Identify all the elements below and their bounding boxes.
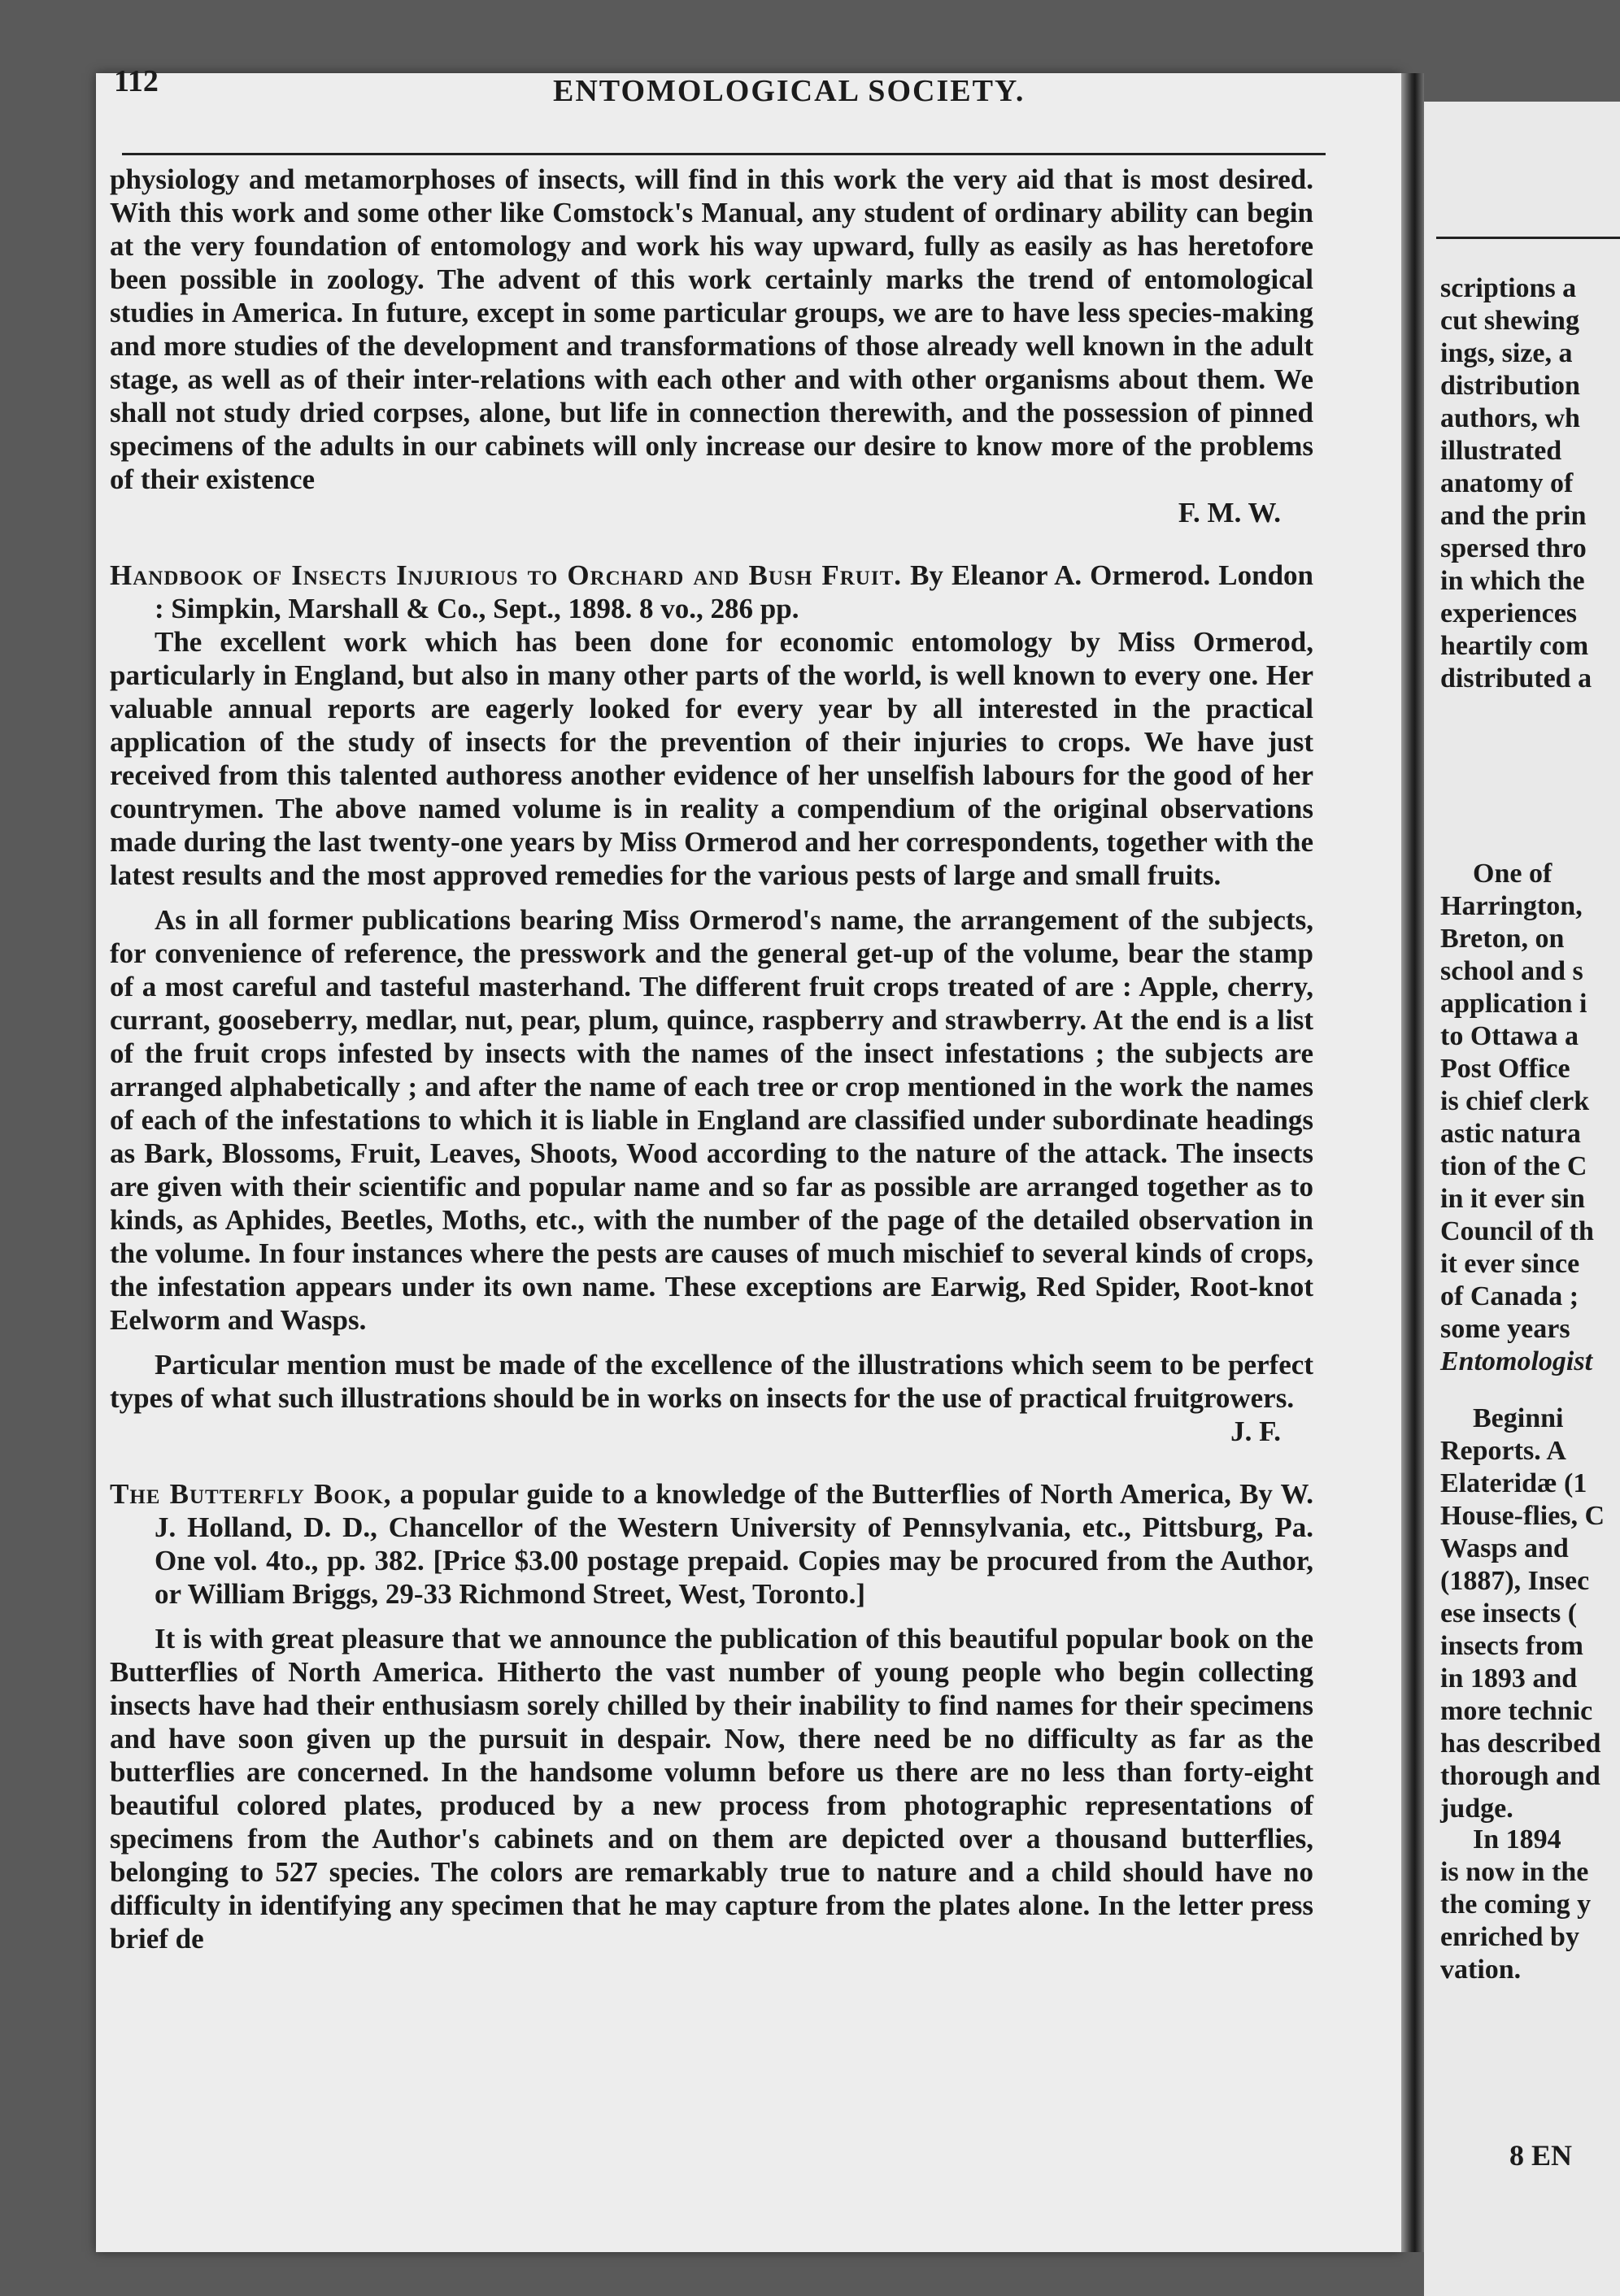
review-paragraph: It is with great pleasure that we announce the publication of this beautiful popular book on the Butterflies of North America. Hitherto the vast number of young people who begin collecting insects have had their enthusiasm sorely chilled by their inability to find names for their specimens and have soon given up the pursuit in despair. Now, there need be no difficulty as far as the butterflies are concerned. In the handsome volumn before us there are no less than forty-eight beautiful colored plates, produced by a new process from photographic representations of specimens from the Author's cabinets and on them are depicted over a thousand butterflies, belonging to 527 species. The colors are remarkably true to nature and a child should have no difficulty in identifying any specimen that he may capture from the plates alone. In the letter press brief de: [110, 1623, 1313, 1955]
review-paragraph: Particular mention must be made of the excellence of the illustrations which seem to be perfect types of what such illustrations should be in works on insects for the use of practical fruitgrowers.: [110, 1349, 1313, 1414]
review-comstock: [110, 163, 1313, 529]
text-line: anatomy of: [1440, 468, 1574, 498]
text-line: Post Office: [1440, 1054, 1570, 1084]
review-body: physiology and metamorphoses of insects, will find in this work the very aid that is most desired. With this work and some other like Comstock's Manual, any student of ordinary ability can begin at the very foundation of entomology and work his way upward, fully as easily as has heretofore been possible in zoology. The advent of this work certainly marks the trend of entomological studies in America. In future, except in some particular groups, we are to have less species-making and more studies of the development and transformations of those already well known in the adult stage, as well as of their inter-relations with each other and with other organisms about them. We shall not study dried corpses, alone, but life in connection therewith, and the possession of pinned specimens of the adults in our cabinets will only increase our desire to know more of the problems of their existence: [110, 163, 1313, 495]
review-heading: [110, 559, 1313, 625]
text-line: Breton, on: [1440, 924, 1565, 954]
review-holland: [110, 1477, 1313, 1955]
text-line: Reports. A: [1440, 1436, 1566, 1466]
text-line: spersed thro: [1440, 533, 1587, 563]
text-line: in which the: [1440, 566, 1585, 596]
text-line: it ever since: [1440, 1249, 1580, 1279]
right-column-block-a: [1440, 272, 1620, 695]
review-paragraph: The excellent work which has been done for economic entomology by Miss Ormerod, particularly in England, but also in many other parts of the world, is well known to every one. Her valuable annual reports are eagerly looked for every year by all interested in the practical application of the study of insects for the prevention of their injuries to crops. We have just received from this talented authoress another evidence of her unselfish labours for the good of her countrymen. The above named volume is in reality a compendium of the original observations made during the last twenty-one years by Miss Ormerod and her correspondents, together with the latest results and the most approved remedies for the various pests of large and small fruits.: [110, 626, 1313, 891]
text-line: astic natura: [1440, 1119, 1581, 1149]
text-line: is chief clerk: [1440, 1086, 1590, 1116]
header-rule: [122, 153, 1326, 155]
text-line: Beginni: [1473, 1403, 1564, 1433]
text-line: Council of th: [1440, 1216, 1594, 1246]
text-line: distributed a: [1440, 663, 1592, 694]
text-line: authors, wh: [1440, 403, 1580, 433]
text-line: thorough and: [1440, 1761, 1600, 1791]
right-page-footer: 8 EN: [1509, 2139, 1573, 2172]
book-citation: By Eleanor A. Ormerod. London : Simpkin, Marshall & Co., Sept., 1898. 8 vo., 286 pp.: [155, 559, 1314, 624]
text-line: vation.: [1440, 1955, 1522, 1985]
review-signature: F. M. W.: [1178, 497, 1281, 528]
review-ormerod: [110, 559, 1313, 1448]
text-line: school and s: [1440, 956, 1583, 986]
text-line: judge.: [1440, 1794, 1513, 1824]
page-number: 112: [114, 64, 159, 98]
text-line: illustrated: [1440, 436, 1562, 466]
text-line: in it ever sin: [1440, 1184, 1585, 1214]
right-column-block-d: [1440, 1824, 1620, 1986]
text-line: tion of the C: [1440, 1151, 1587, 1181]
right-header-rule: [1436, 237, 1620, 239]
right-page: [1424, 102, 1620, 2296]
text-line: distribution: [1440, 371, 1580, 401]
text-line: is now in the: [1440, 1857, 1589, 1887]
text-line: to Ottawa a: [1440, 1021, 1579, 1051]
text-line: more technic: [1440, 1696, 1593, 1726]
text-line: some years: [1440, 1314, 1570, 1344]
text-line: Elateridæ (1: [1440, 1468, 1587, 1498]
text-line: Wasps and: [1440, 1533, 1569, 1563]
book-citation: a popular guide to a knowledge of the Butterflies of North America, By W. J. Holland, D. D., Chancellor of the Western University of Pennsylvania, etc., Pittsburg, Pa. One vol. 4to., pp. 382. [Price $3.00 postage prepaid. Copies may be procured from the Author, or William Briggs, 29-33 Richmond Street, West, Toronto.]: [155, 1478, 1313, 1610]
book-title: Handbook of Insects Injurious to Orchard and Bush Fruit.: [110, 559, 903, 591]
text-line: experiences: [1440, 598, 1578, 628]
review-paragraph: As in all former publications bearing Miss Ormerod's name, the arrangement of the subjects, for convenience of reference, the presswork and the general get-up of the volume, bear the stamp of a most careful and tasteful masterhand. The different fruit crops treated of are : Apple, cherry, currant, gooseberry, medlar, nut, pear, plum, quince, raspberry and strawberry. At the end is a list of the fruit crops infested by insects with the names of the insect infestations ; the subjects are arranged alphabetically ; and after the name of each tree or crop mentioned in the work the names of each of the infestations to which it is liable in England are classified under subordinate headings as Bark, Blossoms, Fruit, Leaves, Shoots, Wood according to the nature of the attack. The insects are given with their scientific and popular name and so far as possible are arranged together as to kinds, as Aphides, Beetles, Moths, etc., with the number of the page of the detailed observation in the volume. In four instances where the pests are causes of much mischief to several kinds of crops, the infestation appears under its own name. These exceptions are Earwig, Red Spider, Root-knot Eelworm and Wasps.: [110, 904, 1313, 1336]
text-line: cut shewing: [1440, 306, 1579, 336]
text-line: application i: [1440, 989, 1587, 1019]
text-line: the coming y: [1440, 1889, 1592, 1920]
review-signature: J. F.: [1230, 1415, 1281, 1447]
text-line: Harrington,: [1440, 891, 1583, 921]
text-line: Entomologist: [1440, 1346, 1593, 1376]
page-header: [114, 63, 1317, 112]
text-line: ese insects (: [1440, 1598, 1578, 1629]
page-content: [110, 163, 1313, 1955]
text-line: scriptions a: [1440, 273, 1577, 303]
text-line: has described: [1440, 1729, 1601, 1759]
text-line: In 1894: [1473, 1824, 1561, 1855]
text-line: (1887), Insec: [1440, 1566, 1590, 1596]
text-line: ings, size, a: [1440, 338, 1573, 368]
text-line: heartily com: [1440, 631, 1589, 661]
book-title: The Butterfly Book,: [110, 1478, 392, 1510]
text-line: One of: [1473, 859, 1552, 889]
book-gutter: [1401, 73, 1424, 2252]
text-line: of Canada ;: [1440, 1281, 1579, 1311]
text-line: in 1893 and: [1440, 1663, 1578, 1694]
running-head: ENTOMOLOGICAL SOCIETY.: [553, 74, 1026, 108]
text-line: and the prin: [1440, 501, 1587, 531]
text-line: insects from: [1440, 1631, 1583, 1661]
text-line: House-flies, C: [1440, 1501, 1605, 1531]
text-line: enriched by: [1440, 1922, 1579, 1952]
review-heading: [110, 1477, 1313, 1611]
right-column-block-c: [1440, 1402, 1620, 1825]
right-column-block-b: [1440, 858, 1620, 1378]
